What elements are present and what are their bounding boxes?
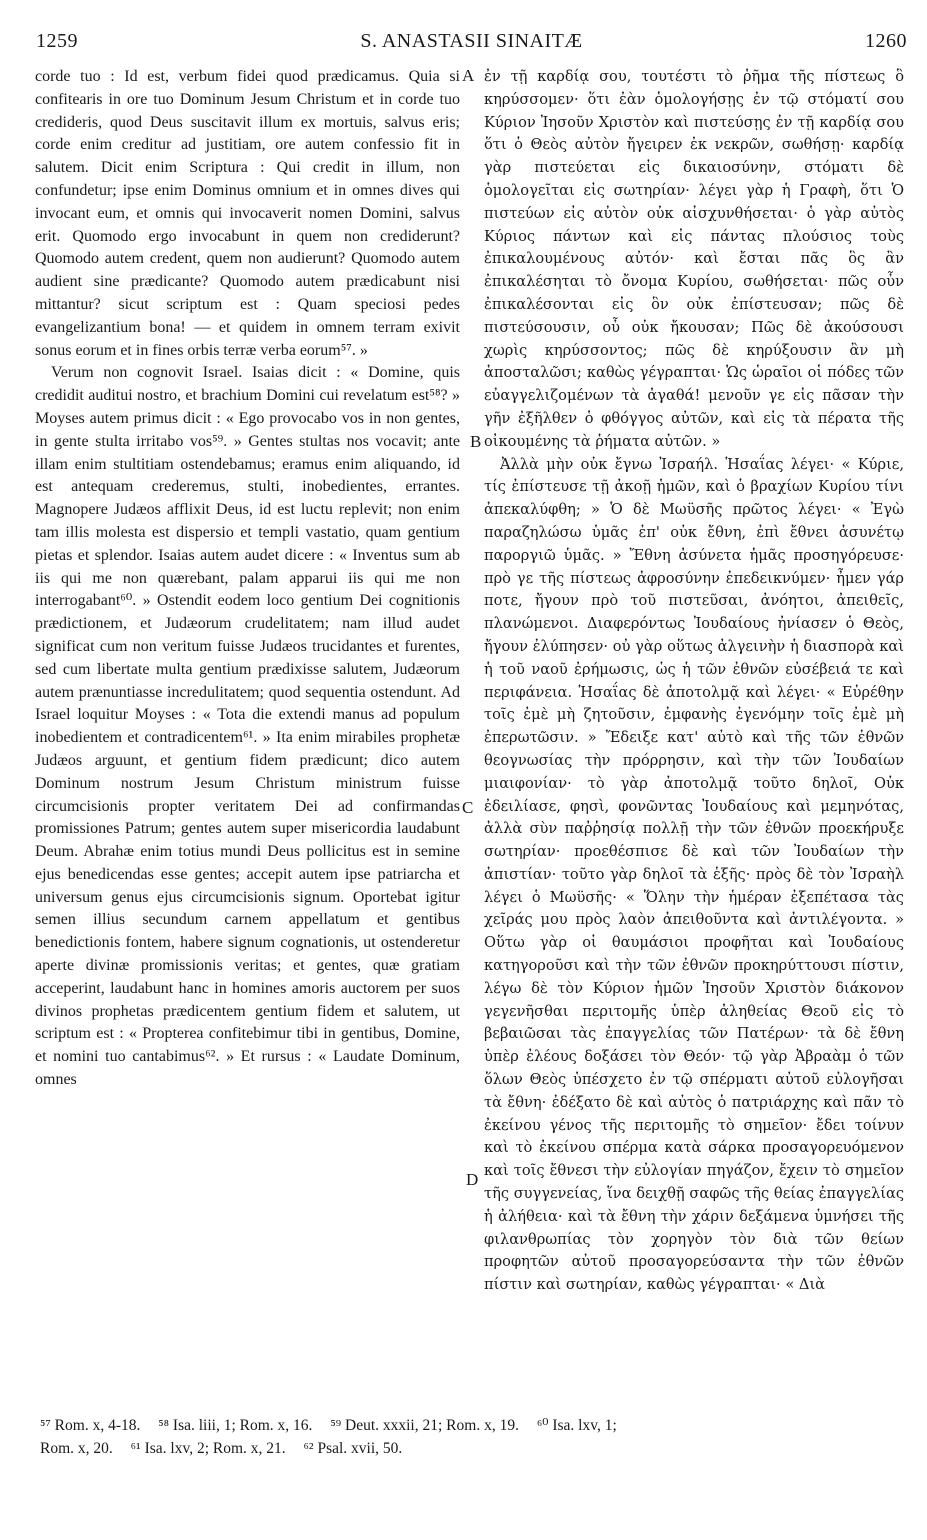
- section-marker-a: A: [462, 66, 475, 85]
- footnote-62: ⁶² Psal. xvii, 50.: [303, 1440, 403, 1457]
- section-marker-c: C: [462, 798, 474, 817]
- latin-column: [35, 66, 460, 1386]
- greek-paragraph: Ἀλλὰ μὴν οὐκ ἔγνω Ἰσραήλ. Ἡσαΐας λέγει· « Κύριε, τίς ἐπίστευσε τῇ ἀκοῇ ἡμῶν, καὶ ὁ βραχίων Κυρίου τίνι ἀπεκαλύφθη; » Ὁ δὲ Μωϋσῆς πρῶτος λέγει· « Ἐγὼ παραζηλώσω ὑμᾶς ἐπ' οὐκ ἔθνη, ἐπὶ ἔθνει ἀσυνέτῳ παροργιῶ ὑμᾶς. » Ἔθνη ἀσύνετα ἡμᾶς προσηγόρευσε· πρὸ γε τῆς πίστεως ἀφροσύνην ἐπεδεικνύμεν· ἦμεν γάρ ποτε, ἤγουν πρὸ τοῦ πιστεῦσαι, ἀνόητοι, ἀπειθεῖς, πλανώμενοι. Διαφερόντως Ἰουδαίους ἠνίασεν ὁ Θεὸς, ἤγουν ἐλύπησεν· οὐ γὰρ οὕτως ἀλγεινὴν ἡ διασπορὰ καὶ ἡ τοῦ ναοῦ ἐρήμωσις, ὡς ἡ τῶν ἐθνῶν εὐσέβειά τε καὶ περιφάνεια. Ἡσαΐας δὲ ἀποτολμᾷ καὶ λέγει· « Εὑρέθην τοῖς ἐμὲ μὴ ζητοῦσιν, ἐμφανὴς ἐγενόμην τοῖς ἐμὲ μὴ ἐπερωτῶσιν. » Ἔδειξε κατ' αὐτὸ καὶ τῆς τῶν ἐθνῶν θεογνωσίας τὴν πρόρρησιν, καὶ τὴν τῶν Ἰουδαίων μιαιφονίαν· τὸ γὰρ ἀποτολμᾷ τοῦτο δηλοῖ, Οὐκ ἐδειλίασε, φησὶ, φονῶντας Ἰουδαίους καὶ μεμηνότας, ἀλλὰ σὺν παῤῥησίᾳ πολλῇ τὴν τῶν ἐθνῶν προεκήρυξε σωτηρίαν· προεθέσπισε δὲ καὶ τῶν Ἰουδαίων τὴν ἀπιστίαν· τοῦτο γὰρ δηλοῖ τὰ ἑξῆς· πρὸς δὲ τὸν Ἰσραὴλ λέγει ὁ Μωϋσῆς· « Ὅλην τὴν ἡμέραν ἐξεπέτασα τὰς χεῖράς μου πρὸς λαὸν ἀπειθοῦντα καὶ ἀντιλέγοντα. » Οὕτω γὰρ οἱ θαυμάσιοι προφῆται καὶ Ἰουδαίους κατηγοροῦσι καὶ τὴν τῶν ἐθνῶν προκηρύττουσι πίστιν, λέγω δὲ τὸν Κύριον ἡμῶν Ἰησοῦν Χριστὸν διάκονον γεγενῆσθαι περιτομῆς ὑπὲρ ἀληθείας Θεοῦ εἰς τὸ βεβαιῶσαι τὰς ἐπαγγελίας τῶν Πατέρων· τὰ δὲ ἔθνη ὑπὲρ ἐλέους δοξάσει τὸν Θεόν· τῷ γὰρ Ἀβραὰμ ὁ τῶν ὅλων Θεὸς ὑπέσχετο ἐν τῷ σπέρματι αὐτοῦ εὐλογῆσαι τὰ ἔθνη· ἐδέξατο δὲ καὶ αὐτὸς ὁ πατριάρχης καὶ πᾶν τὸ ἐκείνου γένος τῆς περιτομῆς τὸ σημεῖον· ἔδει τοίνυν καὶ τὸ ἐκείνου σπέρμα κατὰ σάρκα προσαγορευόμενον καὶ τοῖς ἔθνεσι τὴν εὐλογίαν πηγάζον, ἔχειν τὸ σημεῖον τῆς συγγενείας, ἵνα δειχθῇ σαφῶς τῆς θείας ἐπαγγελίας ἡ ἀλήθεια· καὶ τὰ ἔθνη τὴν χάριν δεξάμενα ὑμνήσει τῆς φιλανθρωπίας τὸν χορηγὸν τὸν διὰ τῶν θείων προφητῶν αὐτοῦ προσαγορεύσαντα τὴν τῶν ἐθνῶν πίστιν καὶ σωτηρίαν, καθὼς γέγραπται· « Διὰ: [484, 455, 904, 1294]
- page-number-left: 1259: [36, 30, 78, 52]
- footnote-58: ⁵⁸ Isa. liii, 1; Rom. x, 16.: [158, 1417, 313, 1434]
- footnote-57: ⁵⁷ Rom. x, 4-18.: [40, 1417, 141, 1434]
- page-number-right: 1260: [865, 30, 907, 52]
- section-marker-b: B: [470, 432, 482, 451]
- footnotes: [40, 1414, 900, 1460]
- latin-paragraph: Verum non cognovit Israel. Isaias dicit : « Domine, quis credidit auditui nostro, et brachium Domini cui revelatum est⁵⁸? » Moyses autem primus dicit : « Ego provocabo vos in non gentes, in gente stulta irritabo vos⁵⁹. » Gentes stultas nos vocavit; ante illam enim stultitiam ostendebamus; eramus enim aliquando, id est antequam crederemus, stulti, inobedientes, errantes. Magnopere Judæos afflixit Deus, id est luctu replevit; non enim tam illis molesta est dispersio et templi vastatio, quam gentium pietas et splendor. Isaias autem audet dicere : « Inventus sum ab iis qui me non quærebant, palam apparui iis qui me non interrogabant⁶⁰. » Ostendit eodem loco gentium Dei cognitionis prædictionem, et Judæorum crudelitatem; nam illud audet significat cum non veritum fuisse Judæos trucidantes et furentes, sed cum libertate multa gentium prædixisse salutem, Judæorum autem prænuntiasse incredulitatem; quod sequentia ostendunt. Ad Israel loquitur Moyses : « Tota die extendi manus ad populum inobedientem et contradicentem⁶¹. » Ita enim mirabiles prophetæ Judæos arguunt, et gentium fidem prædicunt; dico autem Dominum nostrum Jesum Christum ministrum fuisse circumcisionis propter veritatem Dei ad confirmandas promissiones Patrum; gentes autem super misericordia laudabunt Deum. Abrahæ enim totius mundi Deus pollicitus est in semine ejus benedicendas esse gentes; accepit autem ipse patriarcha et universum genus ejus circumcisionis signum. Oportebat igitur semen illius secundum carnem appellatum et gentibus benedictionis fontem, habere signum cognationis, ut ostenderetur aperte divinæ promissionis veritas; et gentes, quæ gratiam acceperint, laudabunt hanc in homines amoris auctorem per suos divinos prophetas prædicentem gentium fidem et salutem, ut scriptum est : « Propterea confitebimur tibi in gentibus, Domine, et nomini tuo cantabimus⁶². » Et rursus : « Laudate Dominum, omnes: [35, 364, 460, 1089]
- footnote-59: ⁵⁹ Deut. xxxii, 21; Rom. x, 19.: [330, 1417, 519, 1434]
- greek-paragraph: ἐν τῇ καρδίᾳ σου, τουτέστι τὸ ῥῆμα τῆς πίστεως ὃ κηρύσσομεν· ὅτι ἐὰν ὁμολογήσῃς ἐν τῷ στόματί σου Κύριον Ἰησοῦν Χριστὸν καὶ πιστεύσῃς ἐν τῇ καρδίᾳ σου ὅτι ὁ Θεὸς αὐτὸν ἤγειρεν ἐκ νεκρῶν, σωθήσῃ· καρδίᾳ γὰρ πιστεύεται εἰς δικαιοσύνην, στόματι δὲ ὁμολογεῖται εἰς σωτηρίαν· λέγει γὰρ ἡ Γραφὴ, ὅτι Ὁ πιστεύων εἰς αὐτὸν οὐκ αἰσχυνθήσεται· ὁ γὰρ αὐτὸς Κύριος πάντων καὶ εἰς πάντας πλούσιος τοὺς ἐπικαλουμένους αὐτόν· καὶ ἔσται πᾶς ὃς ἂν ἐπικαλέσηται τὸ ὄνομα Κυρίου, σωθήσεται· πῶς οὖν ἐπικαλέσονται εἰς ὃν οὐκ ἐπίστευσαν; πῶς δὲ πιστεύσουσιν, οὗ οὐκ ἤκουσαν; Πῶς δὲ ἀκούσουσι χωρὶς κηρύσσοντος; πῶς δὲ κηρύξουσιν ἂν μὴ ἀποσταλῶσι; καθὼς γέγραπται· Ὡς ὡραῖοι οἱ πόδες τῶν εὐαγγελιζομένων τὰ ἀγαθά! μενοῦν γε εἰς πᾶσαν τὴν γῆν ἐξῆλθεν ὁ φθόγγος αὐτῶν, καὶ εἰς τὰ πέρατα τῆς οἰκουμένης τὰ ῥήματα αὐτῶν. »: [484, 68, 904, 450]
- greek-column: [484, 66, 904, 1386]
- page-header: [36, 30, 907, 60]
- footnote-60-cont: Rom. x, 20.: [40, 1440, 113, 1457]
- section-marker-d: D: [466, 1170, 479, 1189]
- footnote-61: ⁶¹ Isa. lxv, 2; Rom. x, 21.: [130, 1440, 286, 1457]
- latin-paragraph: corde tuo : Id est, verbum fidei quod prædicamus. Quia si confitearis in ore tuo Dominum Jesum Christum et in corde tuo credideris, quod Deus suscitavit illum ex mortuis, salvus eris; corde enim creditur ad justitiam, ore autem confessio fit in salutem. Dicit enim Scriptura : Qui credit in illum, non confundetur; ipse enim Dominus omnium et in omnes dives qui invocant eum, et omnis qui invocaverit nomen Domini, salvus erit. Quomodo ergo invocabunt in quem non crediderunt? Quomodo autem credent, quem non audierunt? Quomodo autem audient sine prædicante? Quomodo autem prædicabunt nisi mittantur? sicut scriptum est : Quam speciosi pedes evangelizantium bona! — et quidem in omnem terram exivit sonus eorum et in fines orbis terræ verba eorum⁵⁷. »: [35, 68, 460, 359]
- running-title: S. ANASTASII SINAITÆ: [360, 30, 583, 52]
- footnote-60: ⁶⁰ Isa. lxv, 1;: [536, 1417, 617, 1434]
